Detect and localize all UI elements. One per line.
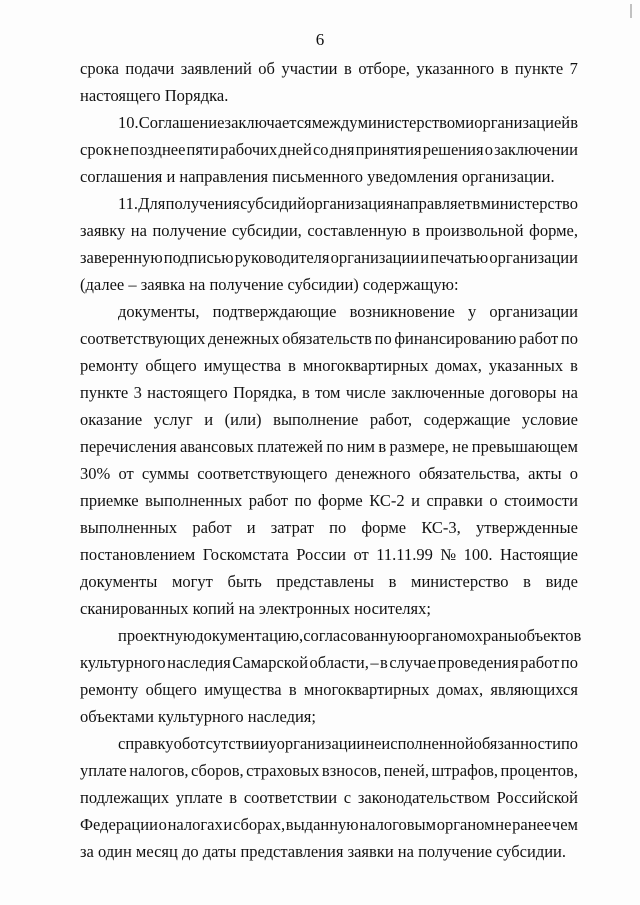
text-line: заявку на получение субсидии, составленную в произвольной форме,	[80, 221, 578, 240]
text-line: приемке выполненных работ по форме КС-2 и справки о стоимости	[80, 491, 578, 510]
text-line: документы могут быть представлены в министерство в виде	[80, 572, 578, 591]
text-line: соответствующих денежных обязательств по финансированию работ по	[80, 329, 578, 348]
text-line: срок не позднее пяти рабочих дней со дня принятия решения о заключении	[80, 140, 578, 159]
text-line: выполненных работ и затрат по форме КС-3, утвержденные	[80, 518, 578, 537]
text-line: ремонту общего имущества в многоквартирных домах, указанных в	[80, 356, 578, 375]
scan-edge-mark	[630, 4, 632, 18]
text-line: уплате налогов, сборов, страховых взносов, пеней, штрафов, процентов,	[80, 761, 578, 780]
text-line: ремонту общего имущества в многоквартирных домах, являющихся	[80, 680, 578, 699]
text-line: заверенную подписью руководителя организации и печатью организации	[80, 248, 578, 267]
text-line: пункте 3 настоящего Порядка, в том числе заключенные договоры на	[80, 383, 578, 402]
text-line: 11. Для получения субсидий организация направляет в министерство	[118, 194, 578, 213]
text-line: Федерации о налогах и сборах, выданную налоговым органом не ранее чем	[80, 815, 578, 834]
text-line: оказание услуг и (или) выполнение работ, содержащие условие	[80, 410, 578, 429]
text-line: за один месяц до даты представления заявки на получение субсидии.	[80, 842, 567, 861]
text-line: культурного наследия Самарской области, – в случае проведения работ по	[80, 653, 578, 672]
text-line: документы, подтверждающие возникновение у организации	[118, 302, 578, 321]
text-line: перечисления авансовых платежей по ним в размере, не превышающем	[80, 437, 578, 456]
page-number: 6	[315, 30, 325, 49]
text-line: подлежащих уплате в соответствии с законодательством Российской	[80, 788, 578, 807]
text-line: соглашения и направления письменного уведомления организации.	[80, 167, 555, 186]
text-line: сканированных копий на электронных носителях;	[80, 599, 431, 618]
text-line: постановлением Госкомстата России от 11.11.99 № 100. Настоящие	[80, 545, 578, 564]
text-line: настоящего Порядка.	[80, 86, 229, 105]
text-line: 10. Соглашение заключается между министерством и организацией в	[118, 113, 578, 132]
text-line: проектную документацию, согласованную органом охраны объектов	[118, 626, 582, 645]
text-line: объектами культурного наследия;	[80, 707, 316, 726]
text-line: срока подачи заявлений об участии в отборе, указанного в пункте 7	[80, 59, 578, 78]
text-line: справку об отсутствии у организации неисполненной обязанности по	[118, 734, 579, 753]
text-line: (далее – заявка на получение субсидии) содержащую:	[80, 275, 459, 294]
text-line: 30% от суммы соответствующего денежного обязательства, акты о	[80, 464, 578, 483]
